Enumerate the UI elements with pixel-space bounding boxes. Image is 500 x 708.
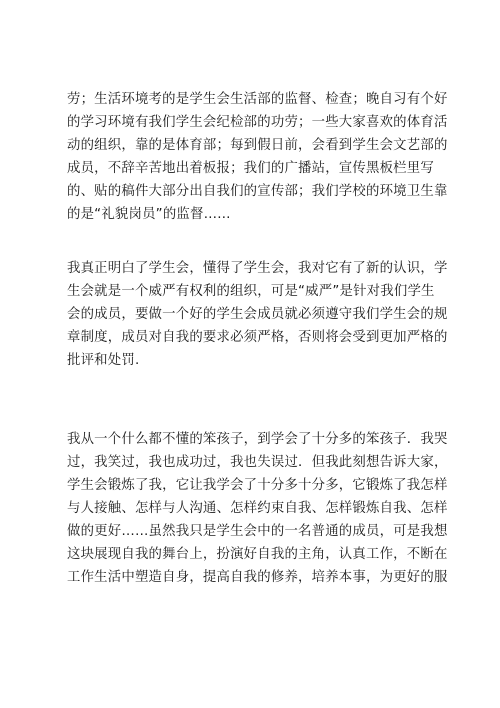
text-line: 的、贴的稿件大部分出自我们的宣传部；我们学校的环境卫生靠 [67,184,448,199]
text-line: 的学习环境有我们学生会纪检部的功劳；一些大家喜欢的体育活 [67,115,448,130]
text-line: 动的组织，靠的是体育部；每到假日前，会看到学生会文艺部的 [67,138,448,153]
text-line: 劳；生活环境考的是学生会生活部的监督、检查；晚自习有个好 [67,92,448,107]
paragraph-3 [67,428,447,589]
text-line: 过，我笑过，我也成功过，我也失误过．但我此刻想告诉大家， [67,455,448,470]
text-line: 章制度，成员对自我的要求必须严格，否则将会受到更加严格的 [67,330,448,345]
paragraph-2 [67,257,447,372]
text-line: 学生会锻炼了我，它让我学会了十分多十分多，它锻炼了我怎样 [67,478,448,493]
text-line: 我从一个什么都不懂的笨孩子，到学会了十分多的笨孩子．我哭 [67,432,448,447]
text-line: 这块展现自我的舞台上，扮演好自我的主角，认真工作，不断在 [67,547,448,562]
text-line: 做的更好……虽然我只是学生会中的一名普通的成员，可是我想 [67,524,448,539]
text-line: 工作生活中塑造自身，提高自我的修养，培养本事，为更好的服 [67,570,448,585]
text-line: 我真正明白了学生会，懂得了学生会，我对它有了新的认识，学 [67,261,448,276]
text-line: 生会就是一个威严有权利的组织，可是“威严”是针对我们学生 [67,284,435,299]
text-line: 成员，不辞辛苦地出着板报；我们的广播站，宣传黑板栏里写 [67,161,434,176]
text-line: 的是“礼貌岗员”的监督…… [67,207,231,222]
paragraph-1 [67,88,447,226]
text-line: 与人接触、怎样与人沟通、怎样约束自我、怎样锻炼自我、怎样 [67,501,448,516]
text-line: 批评和处罚. [67,353,140,368]
text-line: 会的成员，要做一个好的学生会成员就必须遵守我们学生会的规 [67,307,448,322]
